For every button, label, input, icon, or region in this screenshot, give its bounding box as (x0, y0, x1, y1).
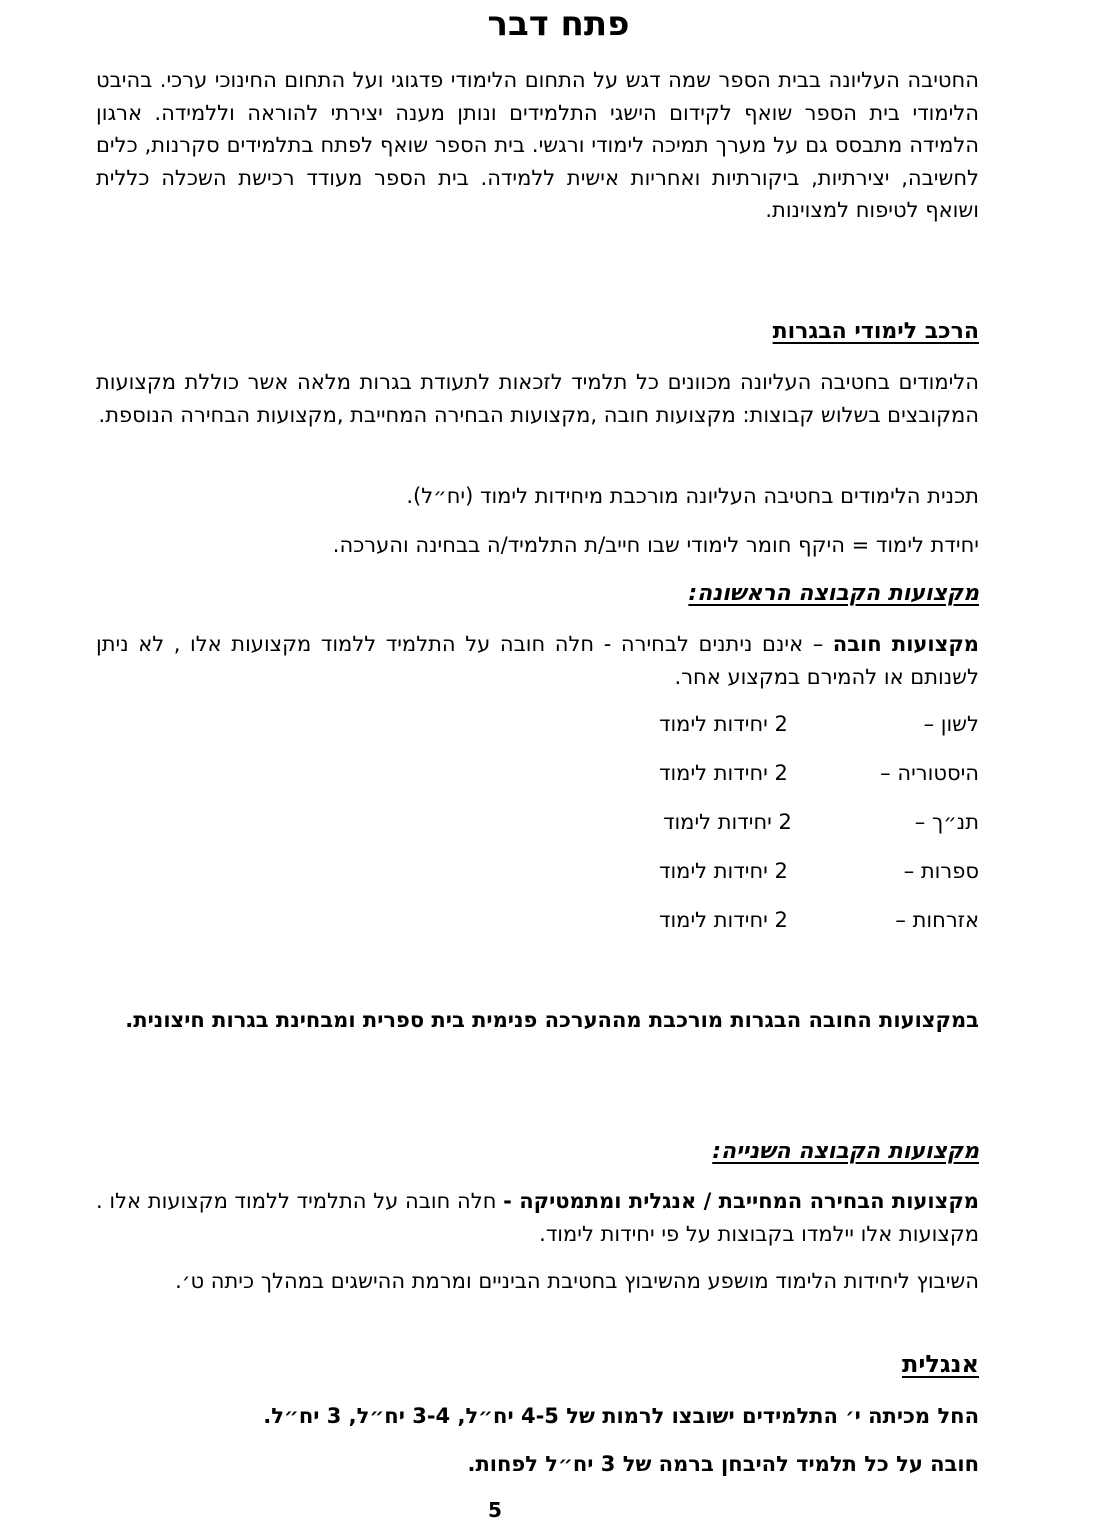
subject-units: 2 יחידות לימוד (659, 859, 788, 883)
group-1-note: במקצועות החובה הבגרות מורכבת מההערכה פנימית בית ספרית ומבחינת בגרות חיצונית. (125, 1008, 979, 1032)
bagrut-paragraph-3: יחידת לימוד = היקף חומר לימודי שבו חייב/ת התלמיד/ה בבחינה והערכה. (332, 533, 979, 557)
subject-row (659, 806, 979, 838)
subject-units: 2 יחידות לימוד (659, 908, 788, 932)
subject-name: תנ״ך – (914, 810, 979, 834)
group-2-lead-bold: מקצועות הבחירה המחייבת / אנגלית ומתמטיקה - (503, 1189, 979, 1213)
page-number: 5 (488, 1498, 502, 1522)
subject-units: 2 יחידות לימוד (659, 761, 788, 785)
bagrut-paragraph-1: הלימודים בחטיבה העליונה מכוונים כל תלמיד לזכאות לתעודת בגרות מלאה אשר כוללת מקצועות המקובצים בשלוש קבוצות: מקצועות חובה ,מקצועות הבחירה המחייבת ,מקצועות הבחירה הנוספת. (96, 370, 979, 427)
english-heading: אנגלית (901, 1350, 979, 1378)
group-1-lead (96, 628, 979, 693)
page-title: פתח דבר (487, 4, 630, 44)
group-2-heading: מקצועות הקבוצה השנייה: (712, 1139, 979, 1164)
group-2-placement: השיבוץ ליחידות הלימוד מושפע מהשיבוץ בחטיבת הביניים ומרמת ההישגים במהלך כיתה ט׳. (175, 1269, 979, 1293)
subject-units: 2 יחידות לימוד (663, 810, 792, 834)
group-2-lead (96, 1185, 979, 1250)
subject-row (659, 708, 979, 740)
section-heading-bagrut: הרכב לימודי הבגרות (772, 319, 979, 344)
subject-row (659, 904, 979, 936)
subject-row (659, 757, 979, 789)
english-line-1: החל מכיתה י׳ התלמידים ישובצו לרמות של 4-5 יח״ל, 3-4 יח״ל, 3 יח״ל. (263, 1404, 979, 1428)
group-1-lead-rest: – אינם ניתנים לבחירה - חלה חובה על התלמיד ללמוד מקצועות אלו , לא ניתן לשנותם או להמירם במקצוע אחר. (96, 632, 979, 689)
subject-units: 2 יחידות לימוד (659, 712, 788, 736)
subject-name: ספרות – (903, 859, 979, 883)
group-1-lead-bold: מקצועות חובה (832, 632, 979, 656)
group-2-lead-rest: חלה חובה על התלמיד ללמוד מקצועות אלו . מקצועות אלו יילמדו בקבוצות על פי יחידות לימוד. (96, 1189, 979, 1246)
subject-name: לשון – (923, 712, 979, 736)
english-line-2: חובה על כל תלמיד להיבחן ברמה של 3 יח״ל לפחות. (467, 1452, 979, 1476)
subject-name: היסטוריה – (880, 761, 979, 785)
group-1-heading: מקצועות הקבוצה הראשונה: (688, 581, 979, 606)
intro-paragraph: החטיבה העליונה בבית הספר שמה דגש על התחום הלימודי פדגוגי ועל התחום החינוכי ערכי. בהיבט הלימודי בית הספר שואף לקידום הישגי התלמידים ונותן מענה יצירתי להוראה וללמידה. ארגון הלמידה מתבסס גם על מערך תמיכה לימודי ורגשי. בית הספר שואף לפתח בתלמידים סקרנות, כלים לחשיבה, יצירתיות, ביקורתיות ואחריות אישית ללמידה. בית הספר מעודד רכישת השכלה כללית ושואף לטיפוח למצוינות. (96, 68, 979, 222)
subject-name: אזרחות – (895, 908, 979, 932)
subject-row (659, 855, 979, 887)
bagrut-paragraph-2: תכנית הלימודים בחטיבה העליונה מורכבת מיחידות לימוד (יח״ל). (406, 484, 979, 508)
